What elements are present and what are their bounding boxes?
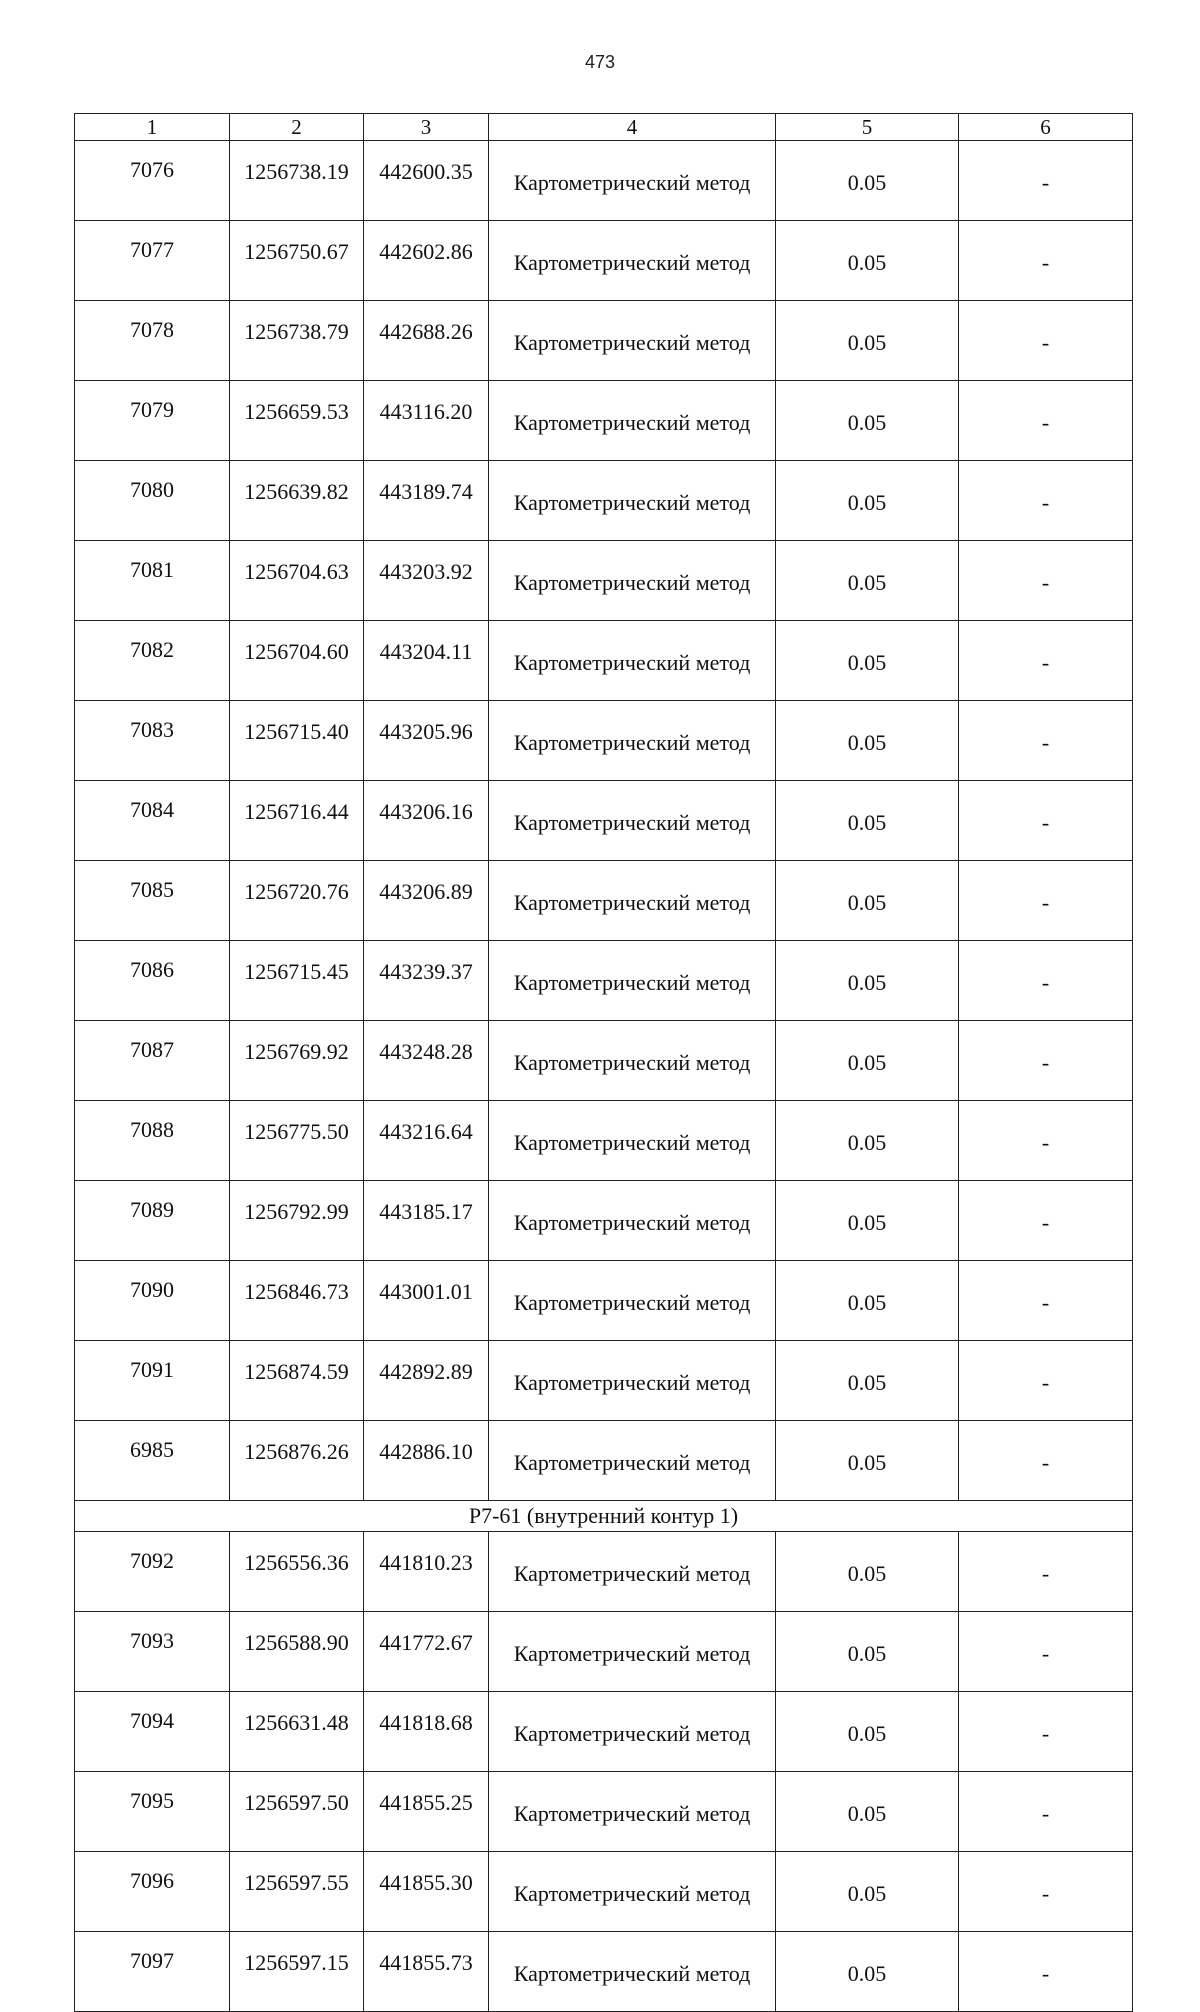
method-cell: Картометрический метод [489,861,776,941]
table-row [75,1181,1133,1261]
point-id-cell: 7076 [75,141,230,221]
point-id-cell: 7089 [75,1181,230,1261]
point-id-cell: 7095 [75,1772,230,1852]
point-id-cell: 7097 [75,1932,230,2012]
table-row [75,1772,1133,1852]
x-coordinate-cell: 1256556.36 [230,1532,364,1612]
point-id-cell: 7079 [75,381,230,461]
y-coordinate-cell: 443206.16 [364,781,489,861]
method-cell: Картометрический метод [489,1421,776,1501]
x-coordinate-cell: 1256750.67 [230,221,364,301]
point-id-cell: 6985 [75,1421,230,1501]
method-cell: Картометрический метод [489,1021,776,1101]
point-id-cell: 7096 [75,1852,230,1932]
header-cell: 6 [959,114,1133,141]
point-id-cell: 7085 [75,861,230,941]
x-coordinate-cell: 1256597.55 [230,1852,364,1932]
precision-cell: 0.05 [776,701,959,781]
note-cell: - [959,1421,1133,1501]
note-cell: - [959,541,1133,621]
precision-cell: 0.05 [776,1772,959,1852]
method-cell: Картометрический метод [489,541,776,621]
y-coordinate-cell: 442892.89 [364,1341,489,1421]
method-cell: Картометрический метод [489,781,776,861]
precision-cell: 0.05 [776,1341,959,1421]
note-cell: - [959,1852,1133,1932]
method-cell: Картометрический метод [489,1932,776,2012]
y-coordinate-cell: 443204.11 [364,621,489,701]
x-coordinate-cell: 1256775.50 [230,1101,364,1181]
precision-cell: 0.05 [776,1612,959,1692]
y-coordinate-cell: 442600.35 [364,141,489,221]
table-row [75,541,1133,621]
note-cell: - [959,941,1133,1021]
note-cell: - [959,1181,1133,1261]
table-row [75,141,1133,221]
precision-cell: 0.05 [776,301,959,381]
method-cell: Картометрический метод [489,461,776,541]
note-cell: - [959,301,1133,381]
method-cell: Картометрический метод [489,621,776,701]
x-coordinate-cell: 1256874.59 [230,1341,364,1421]
header-cell: 3 [364,114,489,141]
table-row [75,1612,1133,1692]
y-coordinate-cell: 442602.86 [364,221,489,301]
note-cell: - [959,461,1133,541]
point-id-cell: 7086 [75,941,230,1021]
table-row [75,1532,1133,1612]
method-cell: Картометрический метод [489,1532,776,1612]
precision-cell: 0.05 [776,861,959,941]
precision-cell: 0.05 [776,781,959,861]
precision-cell: 0.05 [776,1852,959,1932]
note-cell: - [959,1612,1133,1692]
y-coordinate-cell: 441818.68 [364,1692,489,1772]
y-coordinate-cell: 443189.74 [364,461,489,541]
precision-cell: 0.05 [776,541,959,621]
header-cell: 1 [75,114,230,141]
y-coordinate-cell: 443203.92 [364,541,489,621]
point-id-cell: 7083 [75,701,230,781]
precision-cell: 0.05 [776,1021,959,1101]
note-cell: - [959,221,1133,301]
y-coordinate-cell: 443206.89 [364,861,489,941]
point-id-cell: 7094 [75,1692,230,1772]
x-coordinate-cell: 1256716.44 [230,781,364,861]
table-row [75,1932,1133,2012]
precision-cell: 0.05 [776,381,959,461]
coordinates-table [74,113,1133,2012]
method-cell: Картометрический метод [489,1692,776,1772]
table-row [75,1852,1133,1932]
note-cell: - [959,1932,1133,2012]
note-cell: - [959,1341,1133,1421]
x-coordinate-cell: 1256715.40 [230,701,364,781]
table-row [75,1101,1133,1181]
page-number: 473 [584,52,616,72]
point-id-cell: 7080 [75,461,230,541]
y-coordinate-cell: 443116.20 [364,381,489,461]
point-id-cell: 7082 [75,621,230,701]
point-id-cell: 7093 [75,1612,230,1692]
table-row [75,1261,1133,1341]
note-cell: - [959,701,1133,781]
note-cell: - [959,141,1133,221]
precision-cell: 0.05 [776,141,959,221]
precision-cell: 0.05 [776,1261,959,1341]
method-cell: Картометрический метод [489,1772,776,1852]
method-cell: Картометрический метод [489,301,776,381]
table-row [75,1692,1133,1772]
precision-cell: 0.05 [776,221,959,301]
header-row [75,114,1133,141]
x-coordinate-cell: 1256720.76 [230,861,364,941]
y-coordinate-cell: 443001.01 [364,1261,489,1341]
x-coordinate-cell: 1256704.60 [230,621,364,701]
y-coordinate-cell: 443216.64 [364,1101,489,1181]
note-cell: - [959,781,1133,861]
note-cell: - [959,1532,1133,1612]
table-row [75,301,1133,381]
header-cell: 4 [489,114,776,141]
table-row [75,221,1133,301]
section-title: Р7-61 (внутренний контур 1) [75,1501,1133,1532]
x-coordinate-cell: 1256704.63 [230,541,364,621]
y-coordinate-cell: 441810.23 [364,1532,489,1612]
x-coordinate-cell: 1256588.90 [230,1612,364,1692]
precision-cell: 0.05 [776,941,959,1021]
precision-cell: 0.05 [776,1532,959,1612]
header-cell: 2 [230,114,364,141]
x-coordinate-cell: 1256597.50 [230,1772,364,1852]
point-id-cell: 7087 [75,1021,230,1101]
x-coordinate-cell: 1256715.45 [230,941,364,1021]
method-cell: Картометрический метод [489,1852,776,1932]
point-id-cell: 7084 [75,781,230,861]
note-cell: - [959,1101,1133,1181]
precision-cell: 0.05 [776,1932,959,2012]
note-cell: - [959,1021,1133,1101]
note-cell: - [959,1261,1133,1341]
table-row [75,781,1133,861]
point-id-cell: 7088 [75,1101,230,1181]
note-cell: - [959,861,1133,941]
point-id-cell: 7077 [75,221,230,301]
x-coordinate-cell: 1256846.73 [230,1261,364,1341]
method-cell: Картометрический метод [489,1261,776,1341]
x-coordinate-cell: 1256639.82 [230,461,364,541]
x-coordinate-cell: 1256738.19 [230,141,364,221]
table-row [75,461,1133,541]
method-cell: Картометрический метод [489,1612,776,1692]
method-cell: Картометрический метод [489,1101,776,1181]
point-id-cell: 7091 [75,1341,230,1421]
precision-cell: 0.05 [776,1692,959,1772]
table-row [75,621,1133,701]
y-coordinate-cell: 441855.73 [364,1932,489,2012]
section-row [75,1501,1133,1532]
point-id-cell: 7090 [75,1261,230,1341]
method-cell: Картометрический метод [489,941,776,1021]
x-coordinate-cell: 1256631.48 [230,1692,364,1772]
table-row [75,1021,1133,1101]
method-cell: Картометрический метод [489,141,776,221]
x-coordinate-cell: 1256738.79 [230,301,364,381]
table-row [75,941,1133,1021]
precision-cell: 0.05 [776,621,959,701]
y-coordinate-cell: 441855.25 [364,1772,489,1852]
note-cell: - [959,381,1133,461]
note-cell: - [959,1772,1133,1852]
y-coordinate-cell: 442688.26 [364,301,489,381]
precision-cell: 0.05 [776,461,959,541]
table-row [75,1341,1133,1421]
x-coordinate-cell: 1256769.92 [230,1021,364,1101]
y-coordinate-cell: 441772.67 [364,1612,489,1692]
point-id-cell: 7081 [75,541,230,621]
method-cell: Картометрический метод [489,381,776,461]
point-id-cell: 7078 [75,301,230,381]
table-row [75,381,1133,461]
y-coordinate-cell: 443248.28 [364,1021,489,1101]
y-coordinate-cell: 441855.30 [364,1852,489,1932]
y-coordinate-cell: 443239.37 [364,941,489,1021]
precision-cell: 0.05 [776,1101,959,1181]
method-cell: Картометрический метод [489,1181,776,1261]
note-cell: - [959,1692,1133,1772]
table-row [75,701,1133,781]
method-cell: Картометрический метод [489,701,776,781]
x-coordinate-cell: 1256659.53 [230,381,364,461]
x-coordinate-cell: 1256792.99 [230,1181,364,1261]
table-row [75,861,1133,941]
point-id-cell: 7092 [75,1532,230,1612]
header-cell: 5 [776,114,959,141]
note-cell: - [959,621,1133,701]
method-cell: Картометрический метод [489,221,776,301]
y-coordinate-cell: 442886.10 [364,1421,489,1501]
table-row [75,1421,1133,1501]
method-cell: Картометрический метод [489,1341,776,1421]
precision-cell: 0.05 [776,1181,959,1261]
x-coordinate-cell: 1256876.26 [230,1421,364,1501]
y-coordinate-cell: 443185.17 [364,1181,489,1261]
precision-cell: 0.05 [776,1421,959,1501]
x-coordinate-cell: 1256597.15 [230,1932,364,2012]
y-coordinate-cell: 443205.96 [364,701,489,781]
